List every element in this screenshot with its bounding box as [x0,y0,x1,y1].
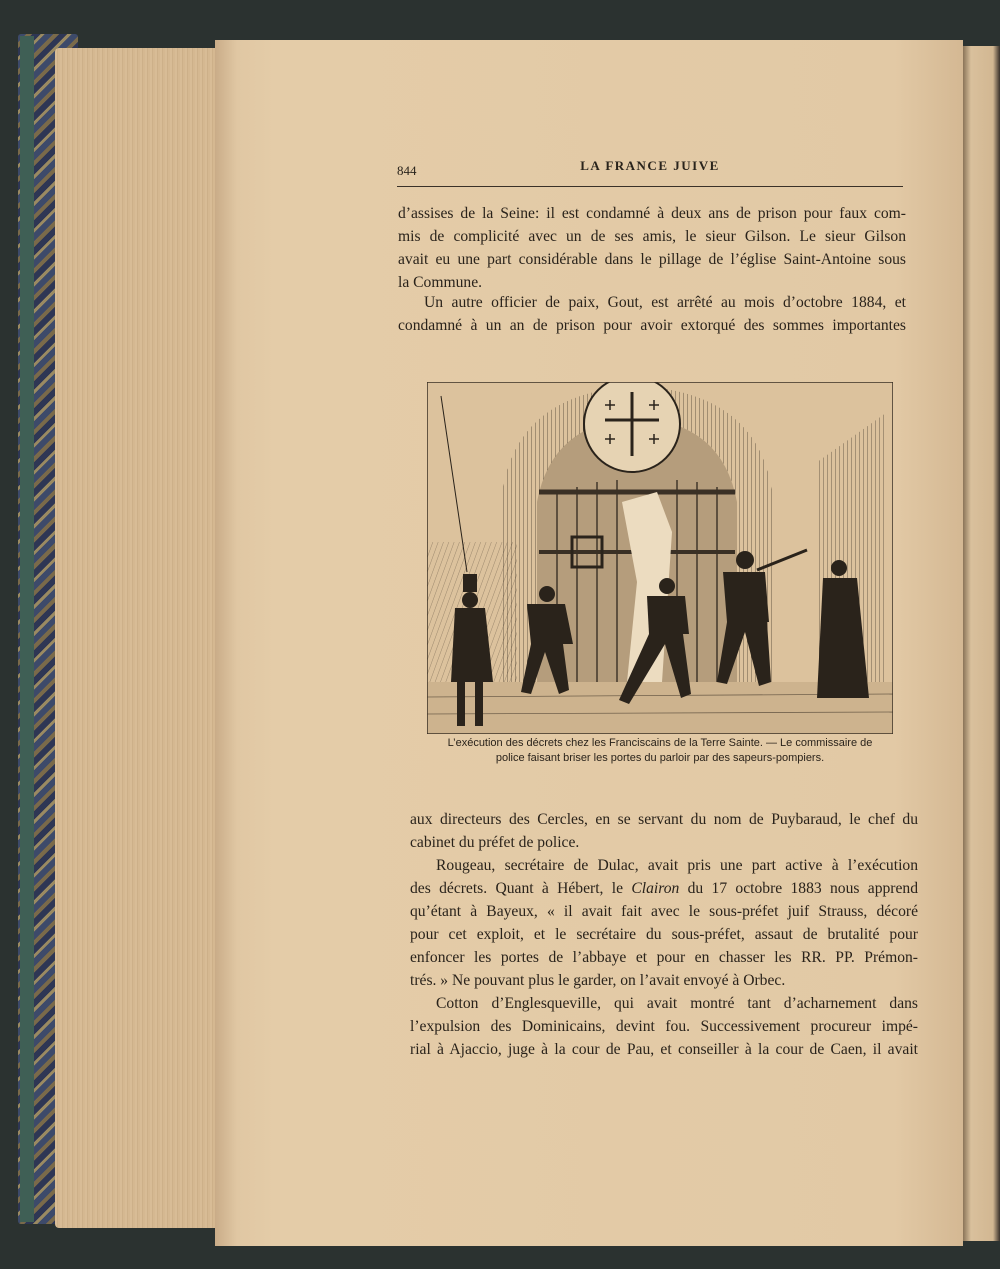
newspaper-title: Clairon [631,880,680,897]
paragraph-1 [398,202,906,294]
running-title: LA FRANCE JUIVE [580,158,720,173]
text-line: aux directeurs des Cercles, en se servant du nom de Puybaraud, le chef du [410,811,918,828]
text-line [410,877,918,900]
text-line: avait eu une part considérable dans le pillage de l’église Saint-Antoine sous [398,251,906,268]
caption-line: L’exécution des décrets chez les Franciscains de la Terre Sainte. — Le commissaire de [447,737,873,749]
caption-line: police faisant briser les portes du parloir par des sapeurs-pompiers. [495,752,825,764]
text-line: Rougeau, secrétaire de Dulac, avait pris une part active à l’exécution [436,857,918,874]
text-fragment: des décrets. Quant à Hébert, le [410,880,632,897]
text-line: condamné à un an de prison pour avoir extorqué des sommes importantes [398,317,906,334]
text-line: trés. » Ne pouvant plus le garder, on l’avait envoyé à Orbec. [410,972,786,989]
text-line: la Commune. [398,274,483,291]
text-line: qu’étant à Bayeux, « il avait fait avec le sous-préfet juif Strauss, décoré [410,903,918,920]
page-header [397,158,903,187]
paragraph-5 [410,992,918,1061]
text-fragment: du 17 octobre 1883 nous apprend [679,880,918,897]
paragraph-4 [410,854,918,992]
page-number: 844 [397,163,417,178]
text-line: d’assises de la Seine: il est condamné à deux ans de prison pour faux com- [398,205,906,222]
page-stack-edge [55,48,223,1228]
text-line: pour cet exploit, et le secrétaire du sous-préfet, assaut de brutalité pour [410,926,918,943]
illustration-caption [412,736,908,766]
facing-page-edge [963,46,1000,1241]
text-line: Un autre officier de paix, Gout, est arrêté au mois d’octobre 1884, et [424,294,906,311]
text-line: rial à Ajaccio, juge à la cour de Pau, et conseiller à la cour de Caen, il avait [410,1041,918,1058]
text-line: Cotton d’Englesqueville, qui avait montré tant d’acharnement dans [436,995,918,1012]
engraving-illustration [427,382,893,734]
paragraph-3 [410,808,918,854]
text-line: cabinet du préfet de police. [410,834,580,851]
book-spine-edge [20,36,34,1222]
text-line: enfoncer les portes de l’abbaye et pour en chasser les RR. PP. Prémon- [410,949,918,966]
text-line: mis de complicité avec un de ses amis, le sieur Gilson. Le sieur Gilson [398,228,906,245]
paragraph-2 [398,291,906,337]
text-line: l’expulsion des Dominicains, devint fou. Successivement procureur impé- [410,1018,918,1035]
